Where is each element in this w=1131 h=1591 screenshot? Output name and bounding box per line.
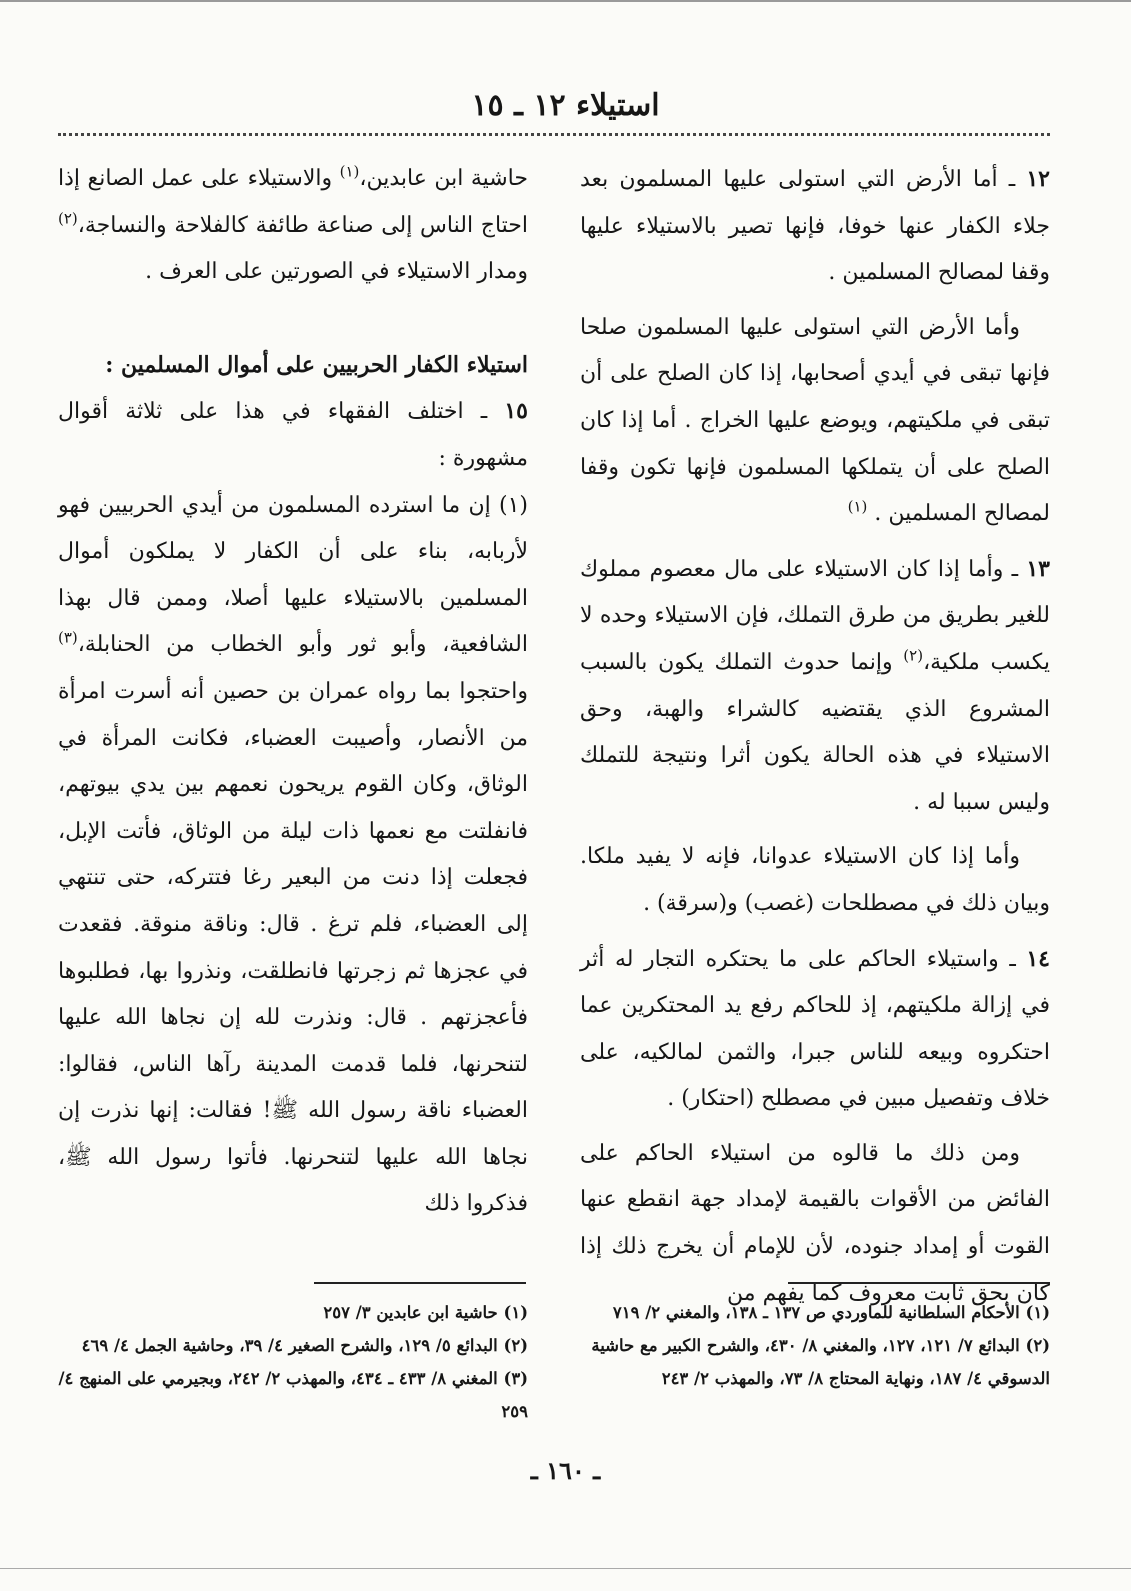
footnote-item: (٢) البدائع ٧/ ١٢١، ١٢٧، والمغني ٨/ ٤٣٠، والشرح الكبير مع حاشية الدسوقي ٤/ ١٨٧، ونهاية المحتاج ٨/ ٧٣، والمهذب ٢/ ٢٤٣: [591, 1336, 1050, 1388]
paragraph-text: حاشية ابن عابدين،: [359, 166, 528, 191]
paragraph-aggression: [580, 834, 1050, 927]
paragraph-12: [580, 156, 1050, 297]
paragraph-opinion-1: [58, 483, 528, 1229]
footnote-ref[interactable]: (٢): [903, 646, 924, 665]
footnote-item: (١) الأحكام السلطانية للماوردي ص ١٣٧ ـ ١٣٨، والمغني ٢/ ٧١٩: [612, 1303, 1050, 1322]
footnotes-right: [580, 1296, 1050, 1395]
paragraph-text: ـ أما الأرض التي استولى عليها المسلمون بعد جلاء الكفار عنها خوفا، فإنها تصير بالاستيلاء عليها وقفا لمصالح المسلمين .: [580, 167, 1050, 286]
paragraph-text: ومدار الاستيلاء في الصورتين على العرف .: [145, 259, 528, 285]
paragraph-text: (١) إن ما استرده المسلمون من أيدي الحربيين فهو لأربابه، بناء على أن الكفار لا يملكون أموال المسلمين بالاستيلاء عليها أصلا، وممن قال بهذا الشافعية، وأبو ثور وأبو الخطاب من الحنابلة،: [58, 492, 528, 658]
paragraph-14: [580, 936, 1050, 1123]
paragraph-surplus: [580, 1131, 1050, 1317]
footnote-ref[interactable]: (٣): [58, 629, 78, 648]
footnote-ref[interactable]: (٢): [58, 209, 78, 228]
paragraph-number: ١٤: [1026, 945, 1050, 972]
page-header-title: استيلاء ١٢ ـ ١٥: [471, 88, 660, 123]
paragraph-text: ـ وأما إذا كان الاستيلاء على مال معصوم مملوك للغير بطريق من طرق التملك، فإن الاستيلاء وحده لا يكسب ملكية،: [580, 556, 1050, 675]
section-heading: استيلاء الكفار الحربيين على أموال المسلمين :: [105, 351, 528, 378]
paragraph-15: [58, 388, 528, 482]
paragraph-land-truce: [580, 305, 1050, 538]
paragraph-text: ـ واستيلاء الحاكم على ما يحتكره التجار له أثر في إزالة ملكيتهم، إذ للحاكم رفع يد المحتكرين عما احتكروه وبيعه للناس جبرا، والثمن لمالكيه، على خلاف وتفصيل مبين في مصطلح (احتكار) .: [580, 946, 1050, 1112]
footnote-ref[interactable]: (١): [339, 162, 360, 181]
footnotes-left: [58, 1296, 528, 1428]
paragraph-number: ١٢: [1026, 166, 1050, 192]
top-border: [0, 0, 1131, 2]
paragraph-text: ـ اختلف الفقهاء في هذا على ثلاثة أقوال مشهورة :: [58, 399, 528, 471]
bottom-border: [0, 1568, 1131, 1569]
footnote-item: (١) حاشية ابن عابدين ٣/ ٢٥٧: [323, 1303, 528, 1322]
paragraph-text: وإنما حدوث التملك يكون بالسبب المشروع الذي يقتضيه كالشراء والهبة، وحق الاستيلاء في هذه الحالة يكون أثرا ونتيجة للتملك وليس سببا له .: [580, 649, 1050, 815]
spacer: [58, 296, 528, 342]
left-column: [58, 156, 528, 1228]
paragraph-text: وأما إذا كان الاستيلاء عدوانا، فإنه لا يفيد ملكا. وبيان ذلك في مصطلحات (غصب) و(سرقة) .: [580, 844, 1050, 916]
footnote-divider-right: [788, 1282, 1050, 1284]
paragraph-text: والاستيلاء على عمل الصانع إذا احتاج الناس إلى صناعة طائفة كالفلاحة والنساجة،: [58, 166, 528, 238]
paragraph-number: ١٣: [1026, 555, 1050, 582]
paragraph-number: ١٥: [504, 398, 528, 425]
footnote-divider-left: [314, 1282, 526, 1284]
paragraph-text: ومن ذلك ما قالوه من استيلاء الحاكم على الفائض من الأقوات بالقيمة لإمداد جهة انقطع عنها القوت أو إمداد جنوده، لأن للإمام أن يخرج ذلك إذا كان بحق ثابت معروف كما يفهم من: [580, 1140, 1050, 1306]
paragraph-continuation: [58, 156, 528, 296]
footnote-ref[interactable]: (١): [847, 497, 868, 516]
paragraph-text: وأما الأرض التي استولى عليها المسلمون صلحا فإنها تبقى في أيدي أصحابها، إذا كان الصلح على أن تبقى في ملكيتهم، ويوضع عليها الخراج . أما إذا كان الصلح على أن يتملكها المسلمون فإنها تكون وقفا لمصالح المسلمين .: [580, 314, 1050, 527]
footnote-item: (٢) البدائع ٥/ ١٢٩، والشرح الصغير ٤/ ٣٩، وحاشية الجمل ٤/ ٤٦٩: [81, 1336, 528, 1355]
paragraph-13: [580, 546, 1050, 827]
right-column: [580, 156, 1050, 1317]
header-dotted-divider: [58, 133, 1050, 136]
page-number: ـ ١٦٠ ـ: [530, 1456, 601, 1485]
paragraph-text: واحتجوا بما رواه عمران بن حصين أنه أسرت امرأة من الأنصار، وأصيبت العضباء، فكانت المرأة في الوثاق، وكان القوم يريحون نعمهم بين يدي بيوتهم، فانفلتت مع نعمها ذات ليلة من الوثاق، فأتت الإبل، فجعلت إذا دنت من البعير رغا فتتركه، حتى تنتهي إلى العضباء، فلم ترغ . قال: وناقة منوقة. فقعدت في عجزها ثم زجرتها فانطلقت، ونذروا بها، فطلبوها فأعجزتهم . قال: ونذرت لله إن نجاها الله عليها لتنحرنها، فلما قدمت المدينة رآها الناس، فقالوا: العضباء ناقة رسول الله ﷺ! فقالت: إنها نذرت إن نجاها الله عليها لتنحرنها. فأتوا رسول الله ﷺ، فذكروا ذلك: [58, 678, 528, 1217]
footnote-item: (٣) المغني ٨/ ٤٣٣ ـ ٤٣٤، والمهذب ٢/ ٢٤٢، وبجيرمي على المنهج ٤/ ٢٥٩: [58, 1369, 528, 1421]
